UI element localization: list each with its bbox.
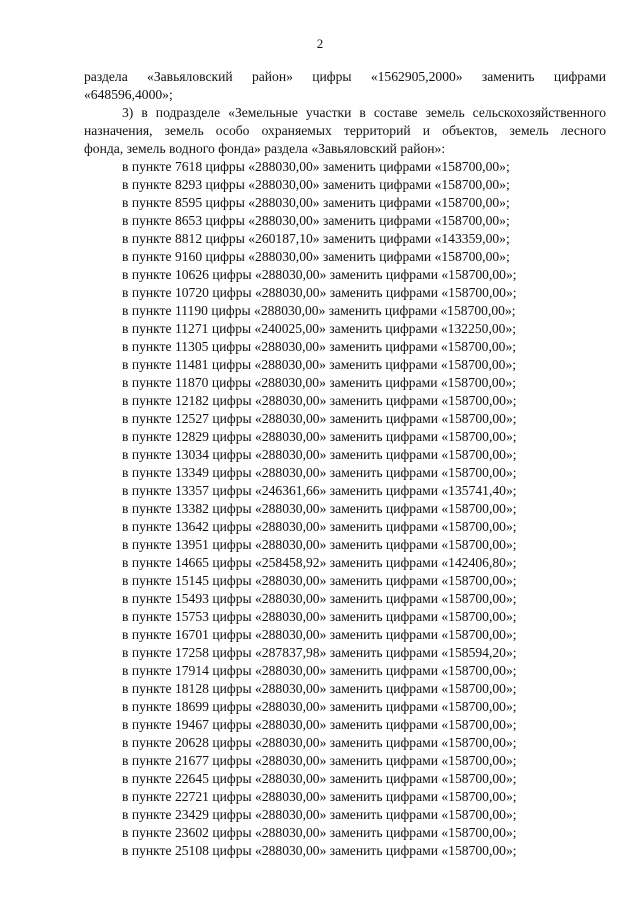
page-number: 2 <box>316 36 324 51</box>
list-item: в пункте 11481 цифры «288030,00» заменить цифрами «158700,00»; <box>122 357 517 372</box>
list-item: в пункте 12182 цифры «288030,00» заменить цифрами «158700,00»; <box>122 393 517 408</box>
list-item: в пункте 7618 цифры «288030,00» заменить цифрами «158700,00»; <box>122 159 510 174</box>
list-item: в пункте 8812 цифры «260187,10» заменить цифрами «143359,00»; <box>122 231 510 246</box>
list-item: в пункте 13382 цифры «288030,00» заменить цифрами «158700,00»; <box>122 501 517 516</box>
list-item: в пункте 21677 цифры «288030,00» заменить цифрами «158700,00»; <box>122 753 517 768</box>
document-body <box>84 68 606 860</box>
list-item: в пункте 10720 цифры «288030,00» заменить цифрами «158700,00»; <box>122 285 517 300</box>
section-3-line-3: фонда, земель водного фонда» раздела «Завьяловский район»: <box>84 141 446 156</box>
list-item: в пункте 23429 цифры «288030,00» заменить цифрами «158700,00»; <box>122 807 517 822</box>
list-item: в пункте 13642 цифры «288030,00» заменить цифрами «158700,00»; <box>122 519 517 534</box>
list-item: в пункте 10626 цифры «288030,00» заменить цифрами «158700,00»; <box>122 267 517 282</box>
list-item: в пункте 20628 цифры «288030,00» заменить цифрами «158700,00»; <box>122 735 517 750</box>
list-item: в пункте 11190 цифры «288030,00» заменить цифрами «158700,00»; <box>122 303 516 318</box>
list-item: в пункте 8653 цифры «288030,00» заменить цифрами «158700,00»; <box>122 213 510 228</box>
list-item: в пункте 13357 цифры «246361,66» заменить цифрами «135741,40»; <box>122 483 517 498</box>
list-item: в пункте 13034 цифры «288030,00» заменить цифрами «158700,00»; <box>122 447 517 462</box>
list-item: в пункте 8595 цифры «288030,00» заменить цифрами «158700,00»; <box>122 195 510 210</box>
list-item: в пункте 12527 цифры «288030,00» заменить цифрами «158700,00»; <box>122 411 517 426</box>
intro-paragraph <box>84 68 606 104</box>
list-item: в пункте 15493 цифры «288030,00» заменить цифрами «158700,00»; <box>122 591 517 606</box>
list-item: в пункте 15145 цифры «288030,00» заменить цифрами «158700,00»; <box>122 573 517 588</box>
list-item: в пункте 19467 цифры «288030,00» заменить цифрами «158700,00»; <box>122 717 517 732</box>
list-item: в пункте 18699 цифры «288030,00» заменить цифрами «158700,00»; <box>122 699 517 714</box>
list-item: в пункте 23602 цифры «288030,00» заменить цифрами «158700,00»; <box>122 825 517 840</box>
list-item: в пункте 22721 цифры «288030,00» заменить цифрами «158700,00»; <box>122 789 517 804</box>
list-item: в пункте 22645 цифры «288030,00» заменить цифрами «158700,00»; <box>122 771 517 786</box>
section-3-paragraph <box>84 104 606 158</box>
amendment-list <box>84 158 606 860</box>
list-item: в пункте 25108 цифры «288030,00» заменить цифрами «158700,00»; <box>122 843 517 858</box>
list-item: в пункте 13349 цифры «288030,00» заменить цифрами «158700,00»; <box>122 465 517 480</box>
list-item: в пункте 16701 цифры «288030,00» заменить цифрами «158700,00»; <box>122 627 517 642</box>
list-item: в пункте 14665 цифры «258458,92» заменить цифрами «142406,80»; <box>122 555 517 570</box>
section-3-line-2: назначения, земель особо охраняемых территорий и объектов, земель лесного <box>84 123 606 138</box>
list-item: в пункте 9160 цифры «288030,00» заменить цифрами «158700,00»; <box>122 249 510 264</box>
list-item: в пункте 17914 цифры «288030,00» заменить цифрами «158700,00»; <box>122 663 517 678</box>
list-item: в пункте 18128 цифры «288030,00» заменить цифрами «158700,00»; <box>122 681 517 696</box>
list-item: в пункте 13951 цифры «288030,00» заменить цифрами «158700,00»; <box>122 537 517 552</box>
list-item: в пункте 8293 цифры «288030,00» заменить цифрами «158700,00»; <box>122 177 510 192</box>
list-item: в пункте 11870 цифры «288030,00» заменить цифрами «158700,00»; <box>122 375 517 390</box>
list-item: в пункте 15753 цифры «288030,00» заменить цифрами «158700,00»; <box>122 609 517 624</box>
list-item: в пункте 12829 цифры «288030,00» заменить цифрами «158700,00»; <box>122 429 517 444</box>
list-item: в пункте 11305 цифры «288030,00» заменить цифрами «158700,00»; <box>122 339 517 354</box>
intro-line-1: раздела «Завьяловский район» цифры «1562905,2000» заменить цифрами <box>84 69 606 84</box>
list-item: в пункте 17258 цифры «287837,98» заменить цифрами «158594,20»; <box>122 645 517 660</box>
list-item: в пункте 11271 цифры «240025,00» заменить цифрами «132250,00»; <box>122 321 517 336</box>
intro-line-2: «648596,4000»; <box>84 87 173 102</box>
section-3-line-1: 3) в подразделе «Земельные участки в составе земель сельскохозяйственного <box>122 105 606 120</box>
